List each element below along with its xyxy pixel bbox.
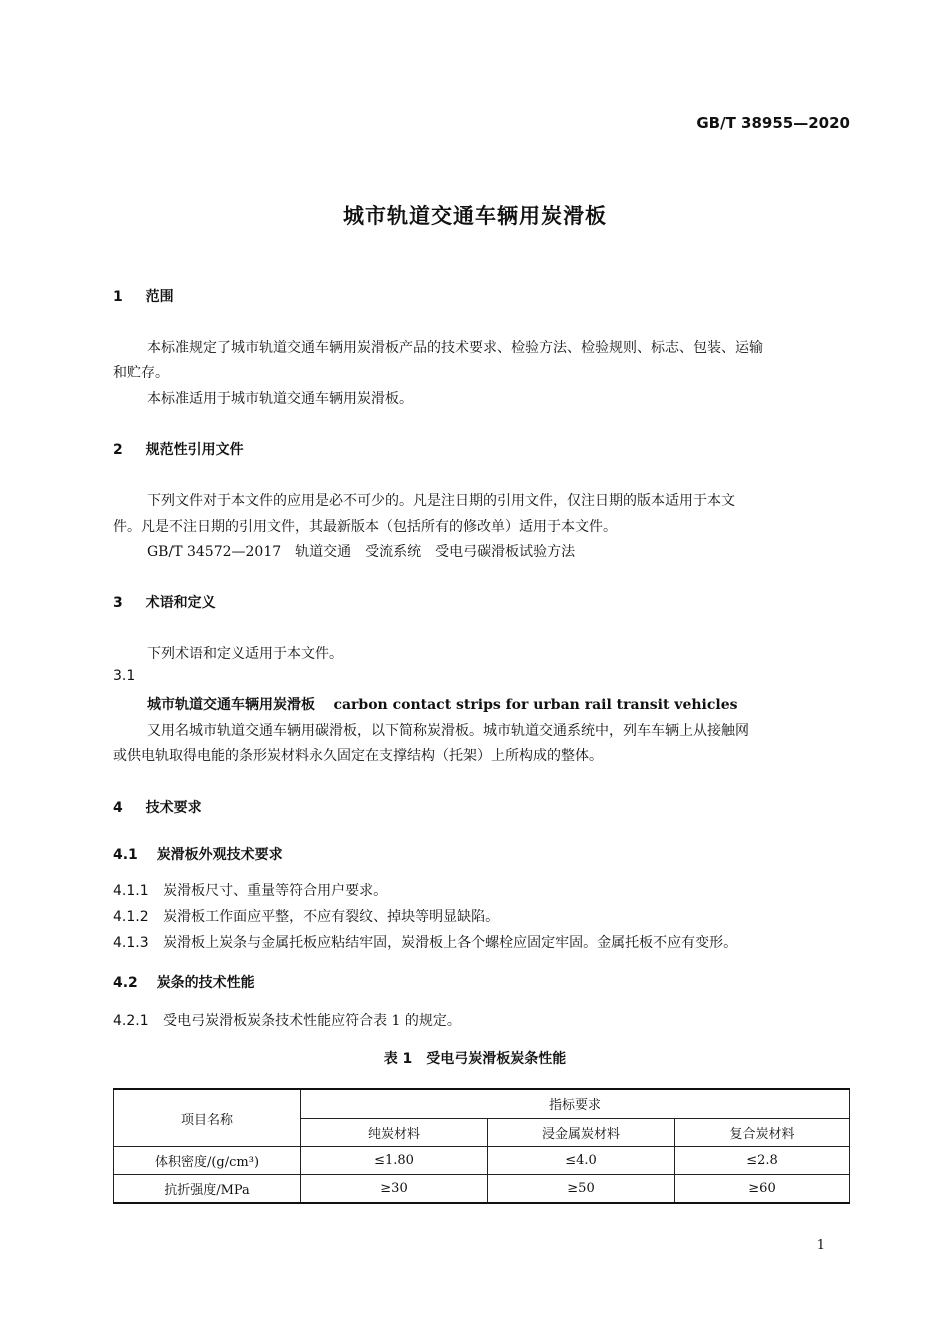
subsection-4-1-heading xyxy=(113,844,283,864)
clause-number: 4.1.3 xyxy=(113,935,149,951)
clause-text: 炭滑板工作面应平整，不应有裂纹、掉块等明显缺陷。 xyxy=(163,909,500,925)
clause-number: 4.1.1 xyxy=(113,883,149,899)
column-header: 浸金属炭材料 xyxy=(488,1118,675,1147)
paragraph: 本标准规定了城市轨道交通车辆用炭滑板产品的技术要求、检验方法、检验规则、标志、包装、运输 xyxy=(147,340,763,356)
page-number: 1 xyxy=(816,1238,825,1253)
row-name: 抗折强度/MPa xyxy=(114,1175,301,1204)
paragraph: 件。凡是不注日期的引用文件，其最新版本（包括所有的修改单）适用于本文件。 xyxy=(113,519,617,535)
normative-reference: GB/T 34572—2017 轨道交通 受流系统 受电弓碳滑板试验方法 xyxy=(147,544,576,560)
section-number: 4 xyxy=(113,800,123,816)
table-cell: ≥50 xyxy=(488,1175,675,1204)
clause-4-2-1 xyxy=(113,1010,461,1030)
section-number: 3 xyxy=(113,595,123,611)
section-number: 1 xyxy=(113,289,123,305)
clause-4-1-3 xyxy=(113,932,737,952)
table-row xyxy=(114,1147,850,1175)
paragraph: 下列文件对于本文件的应用是必不可少的。凡是注日期的引用文件，仅注日期的版本适用于本文 xyxy=(147,493,735,509)
paragraph: 下列术语和定义适用于本文件。 xyxy=(147,646,343,662)
paragraph: 和贮存。 xyxy=(113,365,169,381)
row-name: 体积密度/(g/cm³) xyxy=(114,1147,301,1175)
clause-text: 炭滑板上炭条与金属托板应粘结牢固，炭滑板上各个螺栓应固定牢固。金属托板不应有变形。 xyxy=(163,935,738,951)
subsection-number: 4.2 xyxy=(113,975,138,991)
paragraph: 本标准适用于城市轨道交通车辆用炭滑板。 xyxy=(147,391,413,407)
clause-4-1-1 xyxy=(113,880,387,900)
clause-number: 4.2.1 xyxy=(113,1013,149,1029)
section-2-heading xyxy=(113,439,244,459)
header-requirement: 指标要求 xyxy=(301,1089,850,1118)
term-entry xyxy=(147,694,737,714)
clause-number: 4.1.2 xyxy=(113,909,149,925)
table-caption: 表 1 受电弓炭滑板炭条性能 xyxy=(383,1051,567,1067)
clause-text: 受电弓炭滑板炭条技术性能应符合表 1 的规定。 xyxy=(163,1013,461,1029)
subsection-number: 4.1 xyxy=(113,847,138,863)
clause-text: 炭滑板尺寸、重量等符合用户要求。 xyxy=(163,883,388,899)
column-header: 纯炭材料 xyxy=(301,1118,488,1147)
section-number: 2 xyxy=(113,442,123,458)
term-english: carbon contact strips for urban rail transit vehicles xyxy=(333,697,738,713)
clause-4-1-2 xyxy=(113,906,499,926)
term-definition: 又用名城市轨道交通车辆用碳滑板，以下简称炭滑板。城市轨道交通系统中，列车车辆上从接触网 xyxy=(147,723,749,739)
header-item-name: 项目名称 xyxy=(114,1089,301,1147)
document-title: 城市轨道交通车辆用炭滑板 xyxy=(343,204,607,228)
section-title: 范围 xyxy=(145,289,174,305)
section-1-heading xyxy=(113,286,174,306)
table-cell: ≤2.8 xyxy=(675,1147,850,1175)
table-cell: ≤1.80 xyxy=(301,1147,488,1175)
standard-code: GB/T 38955—2020 xyxy=(696,114,850,132)
term-definition: 或供电轨取得电能的条形炭材料永久固定在支撑结构（托架）上所构成的整体。 xyxy=(113,748,603,764)
subsection-title: 炭条的技术性能 xyxy=(156,975,255,991)
subsection-4-2-heading xyxy=(113,972,255,992)
table-cell: ≥30 xyxy=(301,1175,488,1204)
section-title: 技术要求 xyxy=(145,800,202,816)
section-4-heading xyxy=(113,797,202,817)
table-row xyxy=(114,1175,850,1204)
table-header-row xyxy=(114,1089,850,1118)
section-title: 术语和定义 xyxy=(145,595,216,611)
table-cell: ≥60 xyxy=(675,1175,850,1204)
term-number: 3.1 xyxy=(113,668,136,684)
section-title: 规范性引用文件 xyxy=(145,442,244,458)
performance-table xyxy=(113,1088,850,1204)
table-cell: ≤4.0 xyxy=(488,1147,675,1175)
term-chinese: 城市轨道交通车辆用炭滑板 xyxy=(147,697,315,713)
column-header: 复合炭材料 xyxy=(675,1118,850,1147)
section-3-heading xyxy=(113,592,216,612)
subsection-title: 炭滑板外观技术要求 xyxy=(156,847,283,863)
